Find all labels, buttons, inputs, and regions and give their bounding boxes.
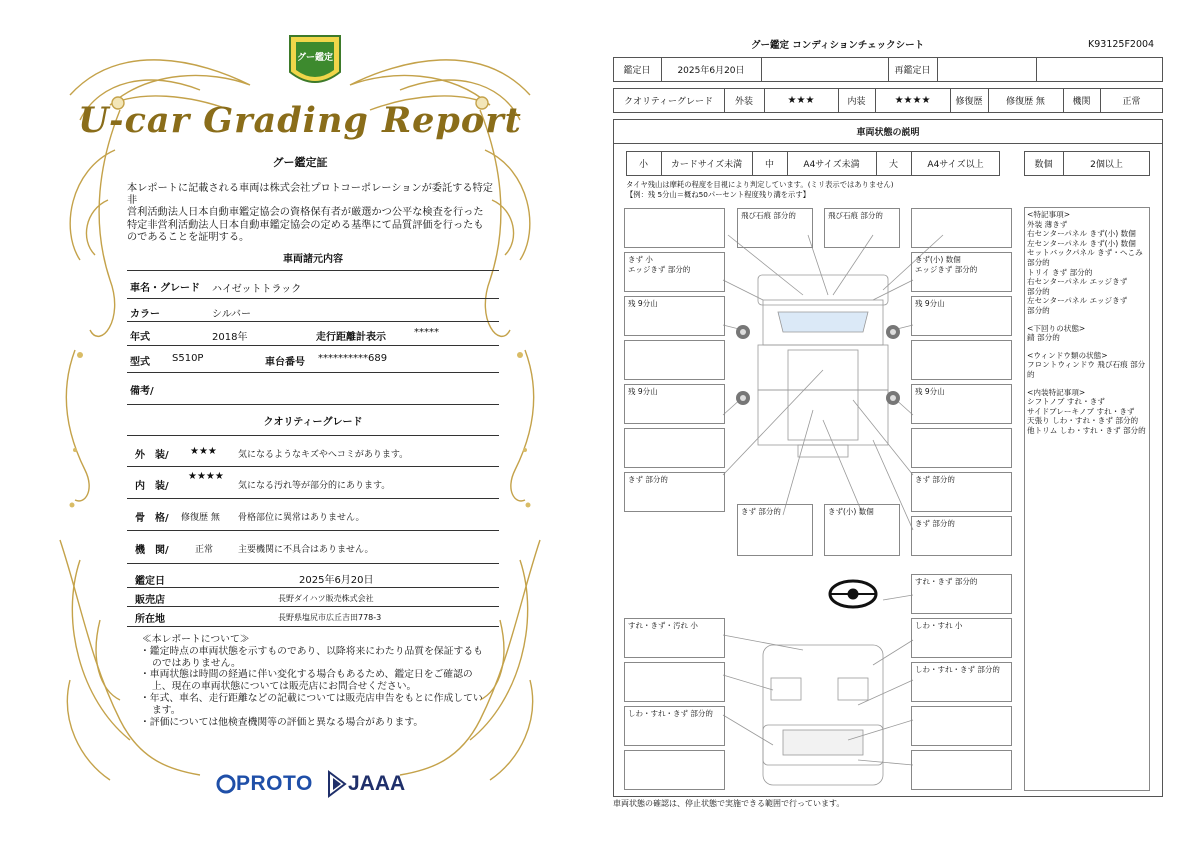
frame-grade: 修復歴 無 (181, 513, 220, 523)
divider (613, 143, 1163, 144)
sheet-exterior-label: 外装 (734, 97, 753, 107)
special-line: セットバックパネル きず・へこみ (1027, 248, 1143, 258)
mileage-label: 走行距離計表示 (316, 332, 386, 343)
interior-note-box (624, 750, 725, 790)
interior-note-box: すれ・きず・汚れ 小 (624, 618, 725, 658)
underbody-line: 錆 部分的 (1027, 333, 1060, 343)
legend-count-desc: 2個以上 (1090, 160, 1123, 170)
damage-note-box (911, 208, 1012, 248)
divider (127, 270, 499, 271)
color-value: シルバー (212, 309, 252, 320)
chassis-label: 車台番号 (265, 357, 305, 368)
paragraph-line: 本レポートに記載される車両は株式会社プロトコーポレーションが委託する特定非 (127, 183, 493, 207)
special-line: 部分的 (1027, 286, 1050, 296)
sheet-repair-label: 修復歴 (955, 97, 983, 107)
divider (127, 435, 499, 436)
notes-title: ≪本レポートについて≫ (142, 634, 250, 645)
special-line: 部分的 (1027, 257, 1050, 267)
special-line: 部分的 (1027, 305, 1050, 315)
divider (127, 404, 499, 405)
exterior-comment: 気になるようなキズやへコミがあります。 (238, 450, 409, 460)
sheet-footer: 車両状態の確認は、停止状態で実施できる範囲で行っています。 (613, 799, 845, 808)
mileage-value: ***** (414, 327, 439, 338)
tire-note-box: 残 9分山 (624, 296, 725, 336)
divider (1036, 57, 1037, 82)
divider (127, 626, 499, 627)
interior-note-box: しわ・すれ・きず 部分的 (624, 706, 725, 746)
legend-small-desc: カードサイズ未満 (670, 160, 743, 170)
exterior-label: 外 装/ (135, 450, 169, 461)
certificate-heading: グー鑑定証 (272, 156, 328, 169)
tire-example: 【例：残 5分山＝概ね50パーセント程度残り溝を示す】 (626, 190, 810, 199)
interior-notes-line: シフトノブ すれ・きず (1027, 397, 1105, 407)
logo-badge-text: グー鑑定 (296, 53, 333, 63)
serial-number: K93125F2004 (1088, 39, 1155, 50)
interior-note-box: しわ・すれ・きず 部分的 (911, 662, 1012, 702)
sheet-repair-value: 修復歴 無 (1006, 97, 1045, 107)
quality-grade-label: クオリティーグレード (623, 97, 714, 107)
damage-note-box: きず(小) 数個 エッジきず 部分的 (911, 252, 1012, 292)
sheet-engine-value: 正常 (1122, 97, 1141, 107)
interior-note-box: すれ・きず 部分的 (911, 574, 1012, 614)
underbody-title: <下回りの状態> (1027, 323, 1086, 333)
note-item: ・年式、車名、走行距離などの記載については販売店申告をもとに作成しています。 (140, 692, 483, 716)
tire-icons (736, 325, 900, 405)
damage-note-box (624, 428, 725, 468)
damage-note-box: きず(小) 数個 (824, 504, 900, 556)
special-line: 左センターパネル きず(小) 数個 (1027, 238, 1136, 248)
damage-note-box: きず 部分的 (911, 516, 1012, 556)
interior-note-box (911, 706, 1012, 746)
window-line: フロントウィンドウ 飛び石痕 部分的 (1027, 360, 1146, 379)
frame-label: 骨 格/ (135, 513, 169, 524)
sheet-interior-value: ★★★★ (894, 95, 931, 106)
damage-note-box (911, 428, 1012, 468)
steering-wheel-icon (830, 581, 876, 607)
model-value: S510P (172, 353, 204, 364)
engine-comment: 主要機関に不具合はありません。 (238, 545, 374, 555)
note-item: ・車両状態は時間の経過に伴い変化する場合もあるため、鑑定日をご確認の上、現在の車両状態については販売店にお問合せください。 (140, 669, 473, 693)
divider (127, 298, 499, 299)
divider (127, 530, 499, 531)
damage-note-box: 飛び石痕 部分的 (824, 208, 900, 248)
divider (127, 587, 499, 588)
note-item: ・鑑定時点の車両状態を示すものであり、以降将来にわたり品質を保証するものではありません。 (140, 645, 483, 669)
year-label: 年式 (130, 332, 150, 343)
chassis-value: **********689 (318, 353, 388, 364)
divider (127, 466, 499, 467)
exterior-grade: ★★★ (190, 446, 217, 457)
report-notes (140, 634, 490, 728)
interior-notes-line: 天張り しわ・すれ・きず 部分的 (1027, 416, 1139, 426)
special-notes (1027, 210, 1147, 435)
special-title: <特記事項> (1027, 210, 1071, 219)
interior-notes-line: サイドブレーキノブ すれ・きず (1027, 406, 1135, 416)
special-line: 右センターパネル エッジきず (1027, 277, 1128, 287)
sheet-date-label: 鑑定日 (623, 66, 651, 76)
frame-comment: 骨格部位に異常はありません。 (238, 513, 365, 523)
model-label: 型式 (130, 357, 150, 368)
sheet-engine-label: 機関 (1072, 97, 1091, 107)
paragraph-line: 営利活動法人日本自動車鑑定協会の資格保有者が厳選かつ公平な検査を行った (127, 207, 484, 219)
specs-title: 車両諸元内容 (283, 254, 343, 265)
legend-large: 大 (888, 160, 898, 170)
sheet-title: グー鑑定 コンディションチェックシート (751, 40, 925, 51)
divider (761, 57, 762, 82)
proto-logo-icon (216, 774, 236, 796)
divider (127, 498, 499, 499)
divider (127, 372, 499, 373)
engine-grade: 正常 (195, 545, 214, 555)
damage-note-box: きず 部分的 (911, 472, 1012, 512)
paragraph-line: 特定非営利活動法人日本自動車鑑定協会の定める基準にて品質評価を行ったも (127, 219, 484, 231)
remarks-label: 備考/ (130, 386, 154, 397)
legend-count: 数個 (1034, 160, 1053, 170)
year-value: 2018年 (212, 332, 248, 343)
legend-large-desc: A4サイズ以上 (927, 160, 984, 170)
interior-comment: 気になる汚れ等が部分的にあります。 (238, 481, 391, 491)
address-value: 長野県塩尻市広丘吉田778-3 (278, 613, 382, 622)
certificate-paragraph (127, 183, 497, 244)
inspection-date-label: 鑑定日 (135, 576, 165, 587)
tire-note-box: 残 9分山 (911, 384, 1012, 424)
dealer-label: 販売店 (135, 595, 165, 606)
legend-small: 小 (638, 160, 648, 170)
special-line: 左センターパネル エッジきず (1027, 296, 1128, 306)
jaaa-logo-icon (327, 770, 347, 798)
dealer-value: 長野ダイハツ販売株式会社 (278, 594, 374, 603)
interior-note-box (624, 662, 725, 702)
damage-note-box: きず 部分的 (737, 504, 813, 556)
damage-note-box: 飛び石痕 部分的 (737, 208, 813, 248)
tire-note-box: 残 9分山 (911, 296, 1012, 336)
car-name-label: 車名・グレード (130, 283, 200, 294)
interior-label: 内 装/ (135, 481, 169, 492)
tire-note: タイヤ残山は摩耗の程度を目視により判定しています。(ミリ表示ではありません) (626, 180, 894, 189)
condition-title: 車両状態の説明 (856, 127, 920, 138)
car-name-value: ハイゼットトラック (212, 284, 302, 295)
tire-note-box: 残 9分山 (624, 384, 725, 424)
quality-title: クオリティーグレード (263, 417, 363, 428)
inspection-date-value: 2025年6月20日 (299, 575, 374, 586)
divider (937, 57, 938, 82)
sheet-date-value: 2025年6月20日 (677, 66, 745, 76)
reinspect-label: 再鑑定日 (894, 66, 931, 76)
interior-notes-line: 他トリム しわ・すれ・きず 部分的 (1027, 425, 1146, 435)
divider (127, 321, 499, 322)
interior-note-box (911, 750, 1012, 790)
legend-medium-desc: A4サイズ未満 (803, 160, 860, 170)
divider (127, 606, 499, 607)
proto-logo-text: PROTO (236, 772, 313, 795)
paragraph-line: のであることを証明する。 (127, 231, 250, 243)
damage-note-box: きず 部分的 (624, 472, 725, 512)
interior-grade: ★★★★ (188, 471, 224, 482)
sheet-interior-label: 内装 (847, 97, 866, 107)
window-title: <ウィンドウ類の状態> (1027, 350, 1108, 360)
damage-note-box (911, 340, 1012, 380)
special-line: トリイ きず 部分的 (1027, 267, 1093, 277)
color-label: カラー (130, 309, 160, 320)
address-label: 所在地 (135, 614, 165, 625)
divider (127, 345, 499, 346)
note-item: ・評価については他検査機関等の評価と異なる場合があります。 (140, 716, 424, 728)
report-title: U-car Grading Report (78, 100, 522, 141)
jaaa-logo-text: JAAA (348, 772, 406, 795)
divider (127, 563, 499, 564)
damage-note-box (624, 340, 725, 380)
engine-label: 機 関/ (135, 545, 169, 556)
damage-note-box (624, 208, 725, 248)
special-line: 右センターパネル きず(小) 数個 (1027, 229, 1136, 239)
sheet-exterior-value: ★★★ (787, 95, 815, 106)
special-line: 外装 薄きず (1027, 219, 1068, 229)
legend-medium: 中 (764, 160, 774, 170)
interior-notes-title: <内装特記事項> (1027, 387, 1086, 397)
damage-note-box: きず 小 エッジきず 部分的 (624, 252, 725, 292)
interior-note-box: しわ・すれ 小 (911, 618, 1012, 658)
